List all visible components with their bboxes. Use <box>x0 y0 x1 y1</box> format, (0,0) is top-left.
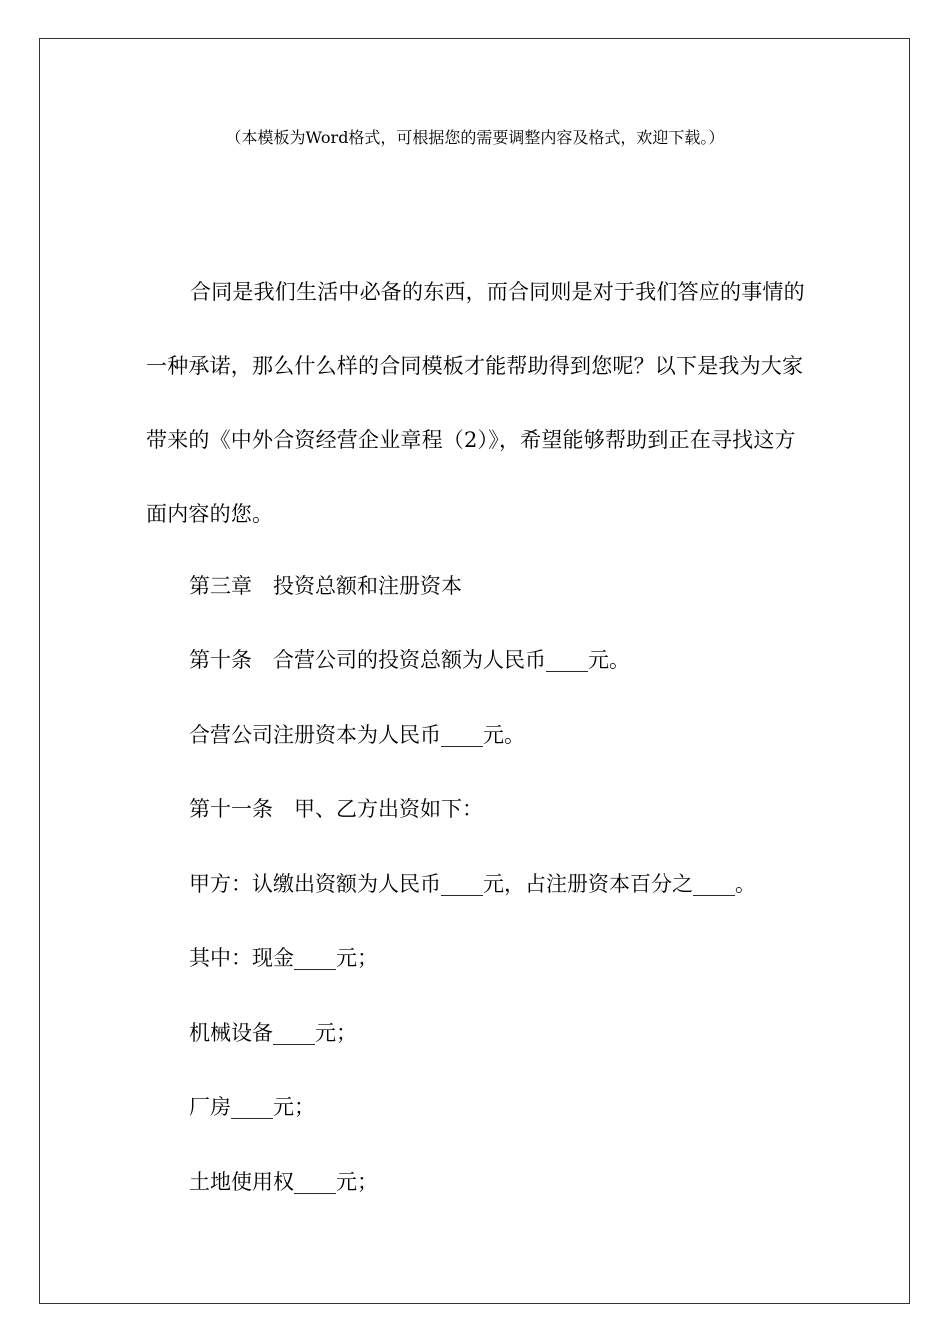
party-a-contribution: 甲方：认缴出资额为人民币____元，占注册资本百分之____。 <box>189 872 756 896</box>
factory-line: 厂房____元； <box>189 1095 315 1119</box>
template-note: （本模板为Word格式，可根据您的需要调整内容及格式，欢迎下载。） <box>225 128 725 147</box>
chapter-heading: 第三章 投资总额和注册资本 <box>189 574 462 598</box>
intro-paragraph: 合同是我们生活中必备的东西，而合同则是对于我们答应的事情的一种承诺，那么什么样的合同模板才能帮助得到您呢？以下是我为大家带来的《中外合资经营企业章程（2）》，希望能够帮助到正在寻找这方面内容的您。 <box>146 280 805 526</box>
cash-line: 其中：现金____元； <box>189 946 378 970</box>
article-10: 第十条 合营公司的投资总额为人民币____元。 <box>189 648 630 672</box>
land-use-right-line: 土地使用权____元； <box>189 1170 378 1194</box>
registered-capital-line: 合营公司注册资本为人民币____元。 <box>189 723 525 747</box>
article-11: 第十一条 甲、乙方出资如下： <box>189 797 483 821</box>
machinery-line: 机械设备____元； <box>189 1021 357 1045</box>
